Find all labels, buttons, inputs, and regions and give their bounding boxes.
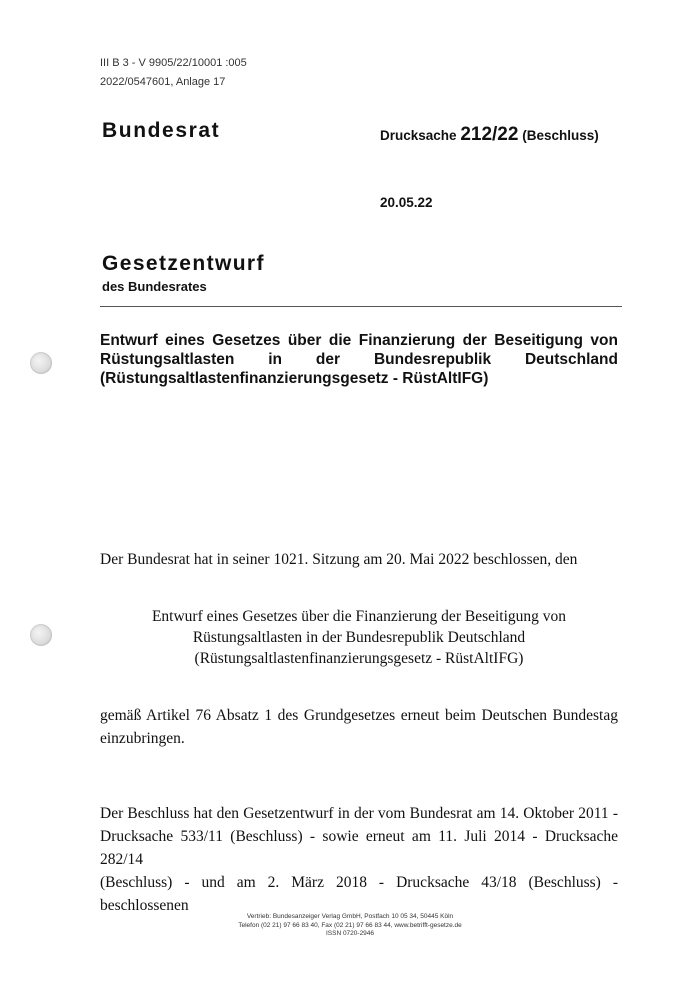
- footer-line3: ISSN 0720-2946: [325, 930, 375, 937]
- quoted-title-line1: Entwurf eines Gesetzes über die Finanzierung der Beseitigung von: [151, 608, 567, 625]
- submission-line2: einzubringen.: [100, 730, 185, 747]
- punch-hole-upper: [30, 352, 52, 374]
- quoted-title-line3: (Rüstungsaltlastenfinanzierungsgesetz - RüstAltIFG): [194, 650, 524, 667]
- bill-title-line1: Entwurf eines Gesetzes über die Finanzierung der Beseitigung von: [100, 332, 618, 349]
- punch-hole-lower: [30, 624, 52, 646]
- reference-stamp-line1: III B 3 - V 9905/22/10001 :005: [100, 57, 247, 69]
- drucksache-label: Drucksache: [380, 128, 457, 143]
- institution-heading: Bundesrat: [102, 119, 221, 142]
- divider-line: [100, 306, 622, 307]
- bill-title: [100, 331, 618, 388]
- drucksache-reference: [380, 124, 599, 146]
- intro-paragraph: Der Bundesrat hat in seiner 1021. Sitzung am 20. Mai 2022 beschlossen, den: [100, 551, 578, 568]
- submission-paragraph: [100, 704, 618, 750]
- drucksache-suffix: (Beschluss): [522, 128, 599, 143]
- history-line2: Drucksache 533/11 (Beschluss) - sowie erneut am 11. Juli 2014 - Drucksache 282/14: [100, 828, 618, 868]
- footer-line2: Telefon (02 21) 97 66 83 40, Fax (02 21) 97 66 83 44, www.betrifft-gesetze.de: [238, 921, 462, 929]
- bill-title-line2: Rüstungsaltlasten in der Bundesrepublik Deutschland: [100, 351, 618, 368]
- history-line3: (Beschluss) - und am 2. März 2018 - Drucksache 43/18 (Beschluss) - beschlossenen: [100, 874, 618, 914]
- drucksache-number: 212/22: [460, 124, 519, 145]
- history-paragraph: [100, 802, 618, 917]
- publisher-footer: [0, 913, 700, 939]
- quoted-bill-title: [100, 606, 618, 669]
- document-date: 20.05.22: [380, 195, 433, 210]
- document-type-title: Gesetzentwurf: [102, 252, 265, 275]
- footer-line1: Vertrieb: Bundesanzeiger Verlag GmbH, Postfach 10 05 34, 50445 Köln: [246, 913, 454, 920]
- history-line1: Der Beschluss hat den Gesetzentwurf in der vom Bundesrat am 14. Oktober 2011 -: [100, 805, 618, 822]
- document-type-subtitle: des Bundesrates: [102, 279, 207, 294]
- bill-title-line3: (Rüstungsaltlastenfinanzierungsgesetz - RüstAltIFG): [100, 370, 489, 387]
- reference-stamp-line2: 2022/0547601, Anlage 17: [100, 76, 226, 88]
- quoted-title-line2: Rüstungsaltlasten in der Bundesrepublik Deutschland: [192, 629, 526, 646]
- submission-line1: gemäß Artikel 76 Absatz 1 des Grundgesetzes erneut beim Deutschen Bundestag: [100, 707, 618, 724]
